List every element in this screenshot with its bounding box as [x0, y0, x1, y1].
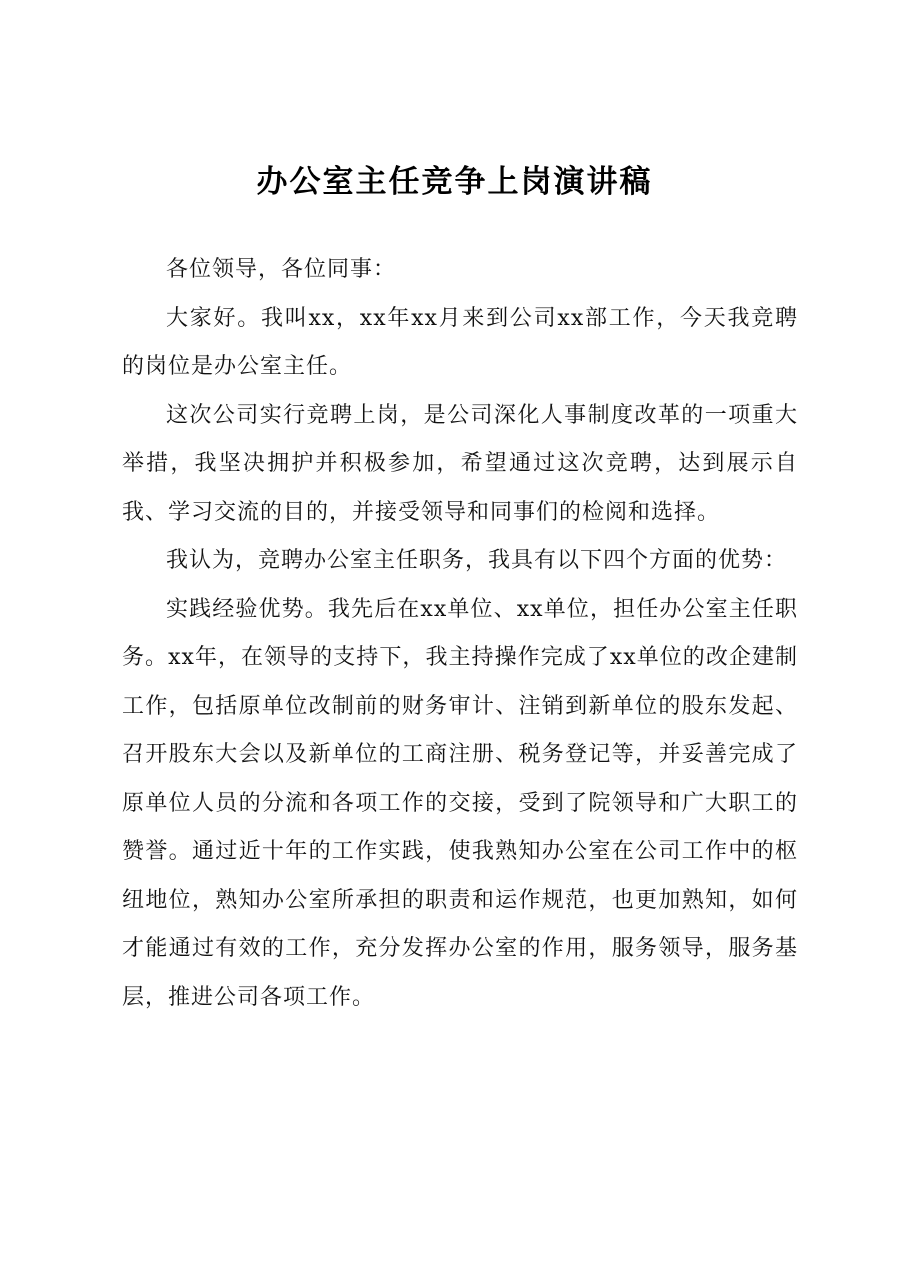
document-body [122, 246, 798, 1022]
paragraph-greeting: 各位领导，各位同事： [166, 257, 397, 282]
paragraph-advantages-intro: 我认为，竞聘办公室主任职务，我具有以下四个方面的优势： [166, 548, 788, 573]
paragraph-practical-experience: 实践经验优势。我先后在xx单位、xx单位，担任办公室主任职务。xx年，在领导的支持下，我主持操作完成了xx单位的改企建制工作，包括原单位改制前的财务审计、注销到新单位的股东发起、召开股东大会以及新单位的工商注册、税务登记等，并妥善完成了原单位人员的分流和各项工作的交接，受到了院领导和广大职工的赞誉。通过近十年的工作实践，使我熟知办公室在公司工作中的枢纽地位，熟知办公室所承担的职责和运作规范，也更加熟知，如何才能通过有效的工作，充分发挥办公室的作用，服务领导，服务基层，推进公司各项工作。 [122, 596, 798, 1010]
paragraph-purpose: 这次公司实行竞聘上岗，是公司深化人事制度改革的一项重大举措，我坚决拥护并积极参加，希望通过这次竞聘，达到展示自我、学习交流的目的，并接受领导和同事们的检阅和选择。 [122, 402, 798, 525]
document-title: 办公室主任竞争上岗演讲稿 [256, 164, 653, 200]
paragraph-introduction: 大家好。我叫xx，xx年xx月来到公司xx部工作，今天我竞聘的岗位是办公室主任。 [122, 305, 798, 379]
